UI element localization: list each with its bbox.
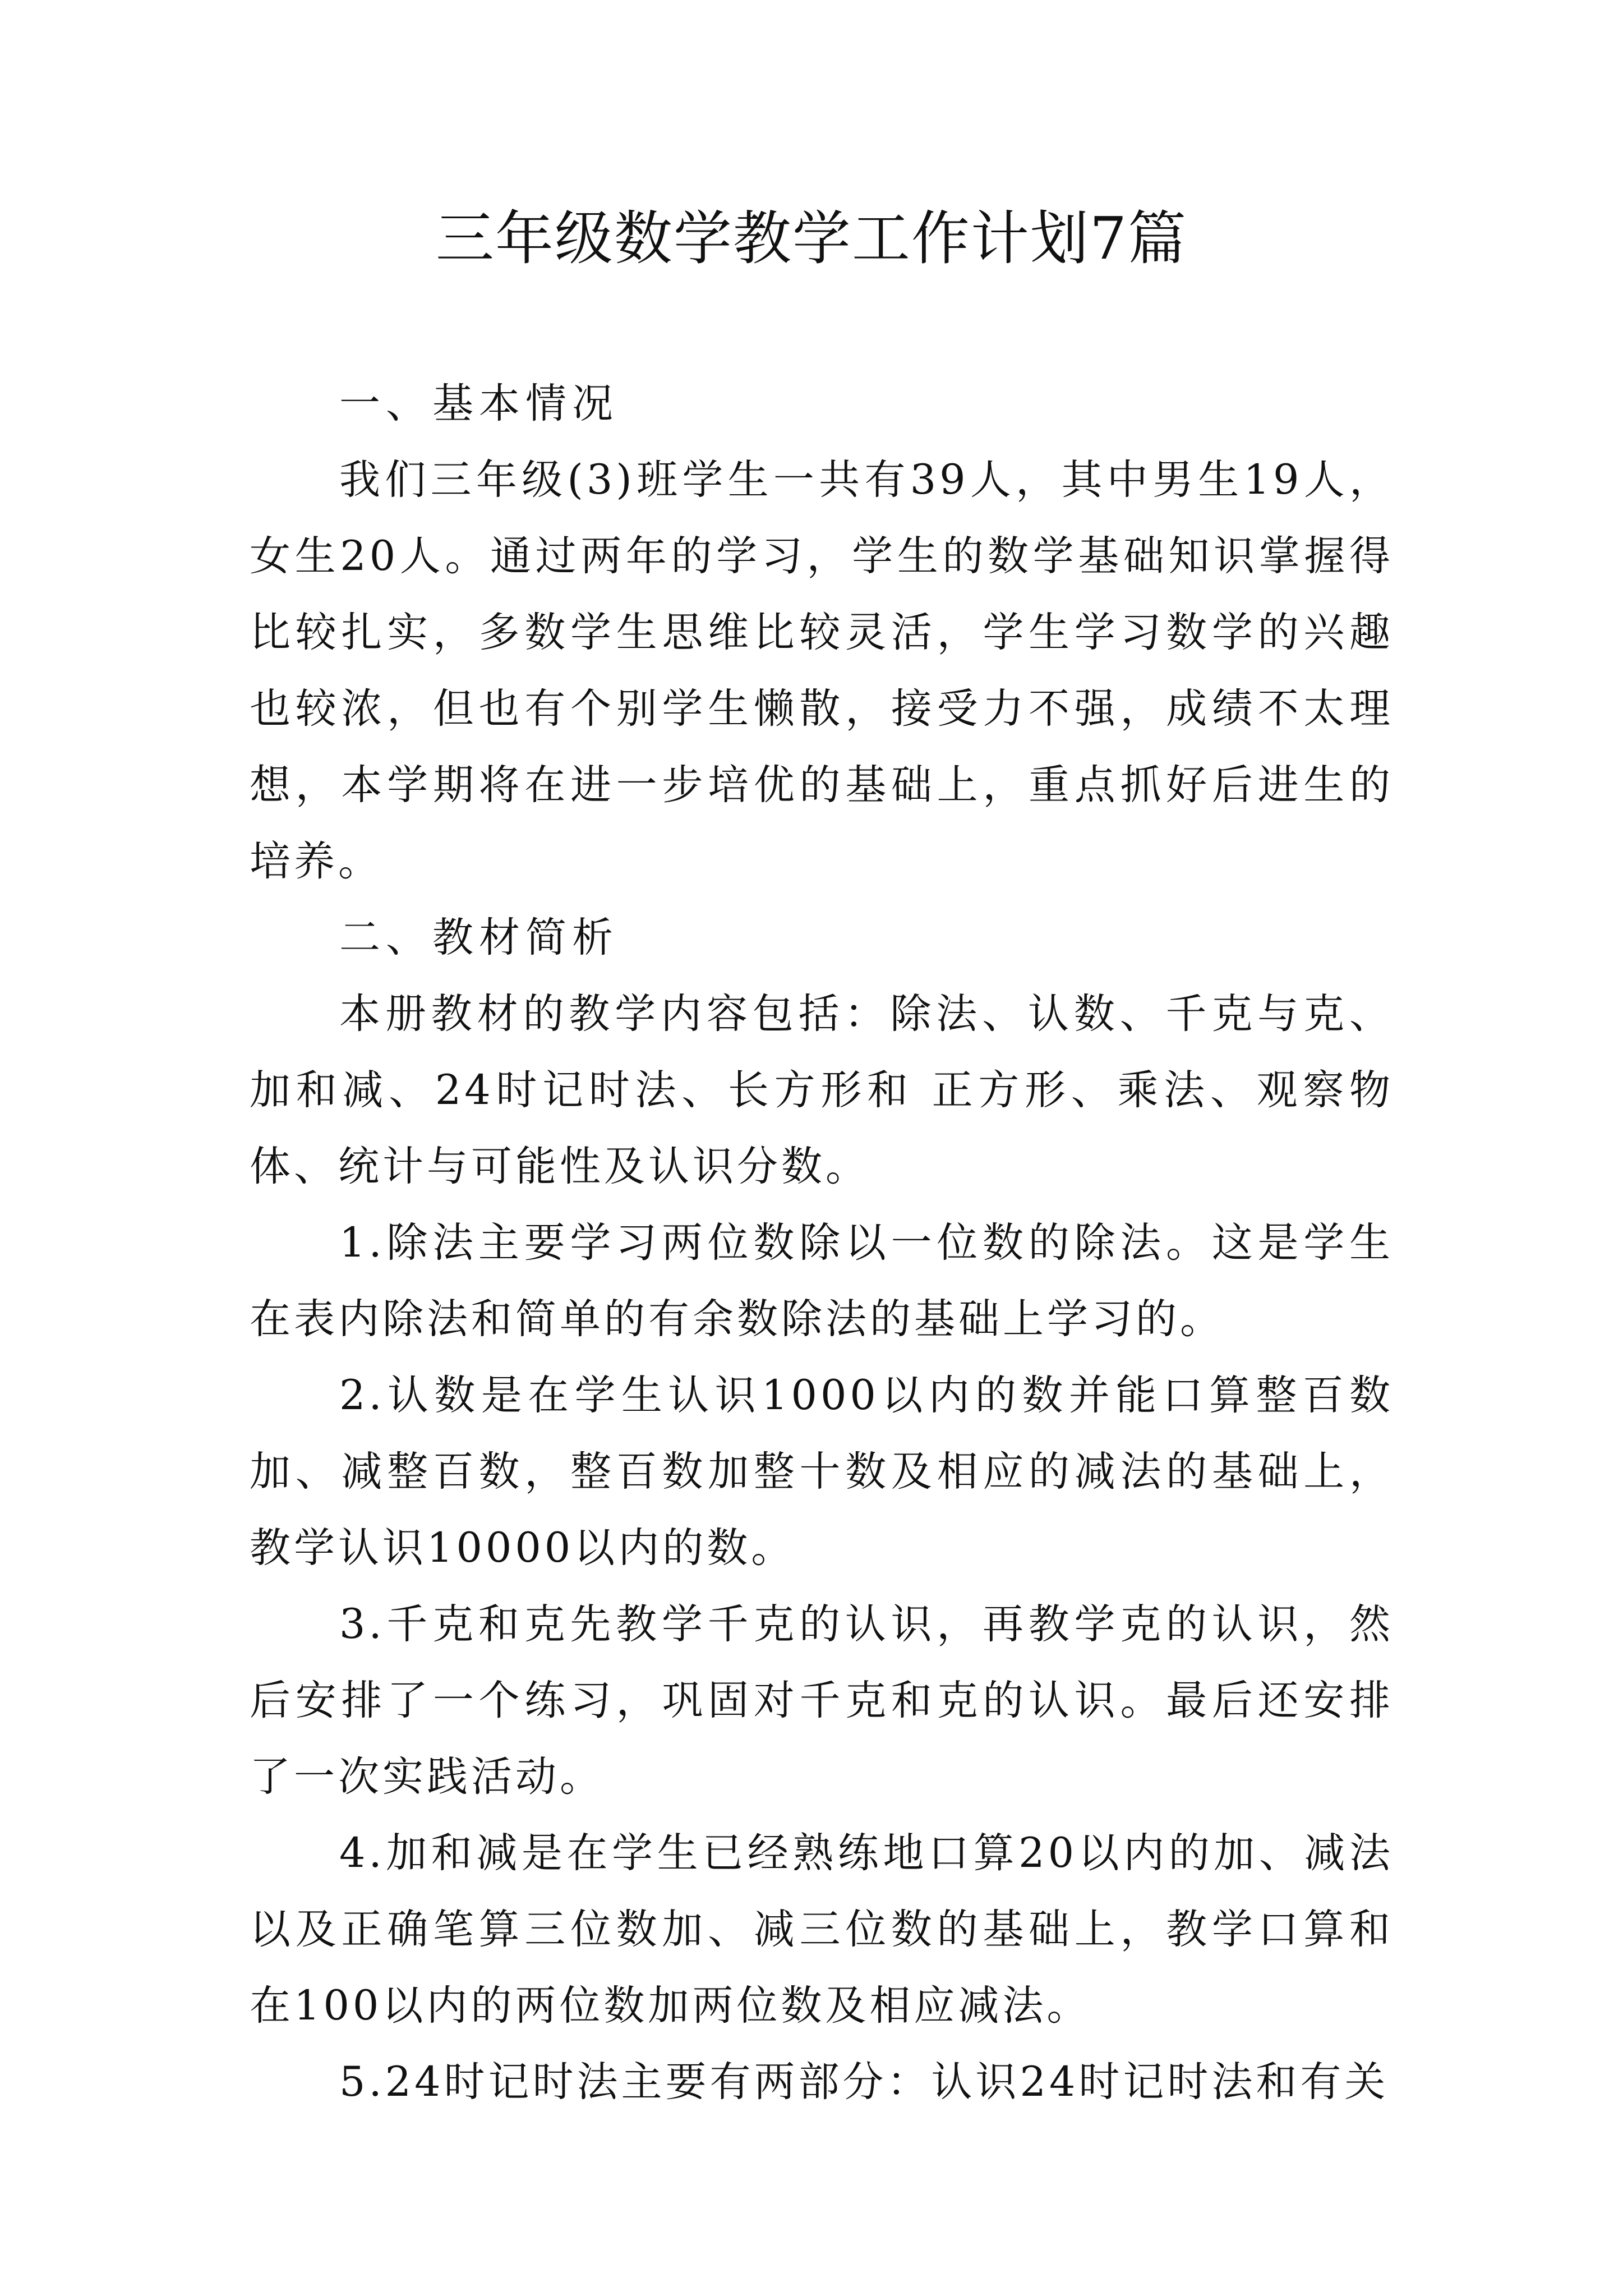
paragraph-24-hour-time: 5.24时记时法主要有两部分：认识24时记时法和有关 (339, 2058, 1389, 2106)
paragraph-kilogram-gram: 3.千克和克先教学千克的认识，再教学克的认识，然后安排了一个练习，巩固对千克和克的认识。最后还安排了一次实践活动。 (250, 1600, 1394, 1801)
paragraph-addition-subtraction: 4.加和减是在学生已经熟练地口算20以内的加、减法以及正确笔算三位数加、减三位数的基础上，教学口算和在100以内的两位数加两位数及相应减法。 (250, 1829, 1394, 2030)
paragraph-division: 1.除法主要学习两位数除以一位数的除法。这是学生在表内除法和简单的有余数除法的基础上学习的。 (250, 1219, 1394, 1343)
section-heading-textbook-analysis: 二、教材简析 (339, 914, 619, 961)
paragraph-class-overview: 我们三年级(3)班学生一共有39人，其中男生19人，女生20人。通过两年的学习，学生的数学基础知识掌握得比较扎实，多数学生思维比较灵活，学生学习数学的兴趣也较浓，但也有个别学生懒散，接受力不强，成绩不太理想，本学期将在进一步培优的基础上，重点抓好后进生的培养。 (250, 456, 1394, 885)
paragraph-number-recognition: 2.认数是在学生认识1000以内的数并能口算整百数加、减整百数，整百数加整十数及相应的减法的基础上，教学认识10000以内的数。 (250, 1372, 1394, 1572)
section-heading-basic-info: 一、基本情况 (339, 380, 619, 427)
paragraph-textbook-content: 本册教材的教学内容包括：除法、认数、千克与克、加和减、24时记时法、长方形和 正方形、乘法、观察物体、统计与可能性及认识分数。 (250, 990, 1394, 1190)
document-title: 三年级数学教学工作计划7篇 (435, 204, 1188, 273)
document-body (250, 366, 1394, 2120)
